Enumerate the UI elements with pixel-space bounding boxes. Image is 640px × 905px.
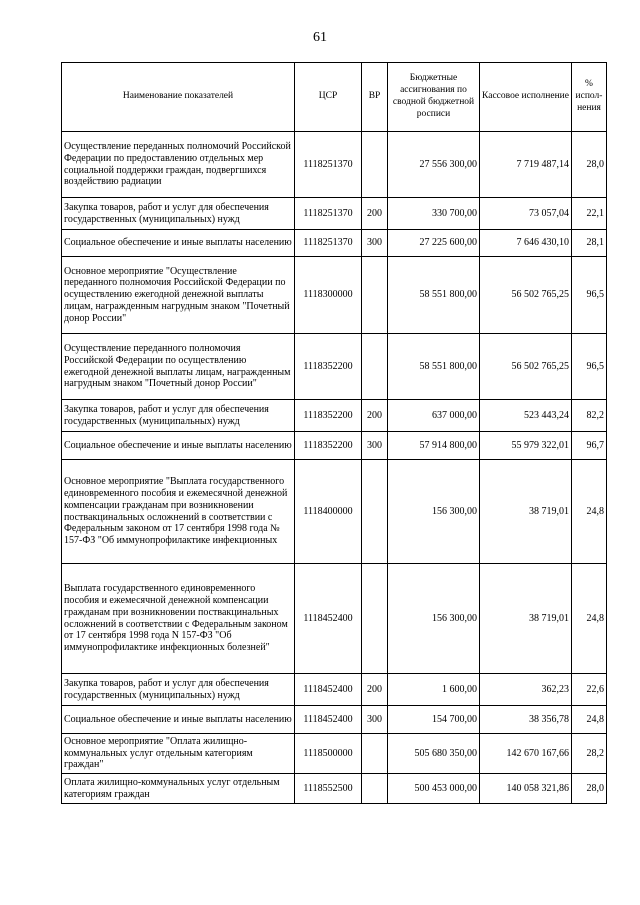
table-row <box>62 564 607 674</box>
table-row <box>62 400 607 432</box>
row-csr: 1118352200 <box>295 432 362 460</box>
row-budget: 57 914 800,00 <box>388 432 480 460</box>
row-vr: 300 <box>362 706 388 734</box>
row-vr <box>362 334 388 400</box>
table-row <box>62 132 607 198</box>
row-name: Закупка товаров, работ и услуг для обеспечения государственных (муниципальных) нужд <box>62 400 295 432</box>
row-name: Выплата государственного единовременного пособия и ежемесячной денежной компенсации гражданам при возникновении поствакцинальных осложнений в соответствии с Федеральным законом от 17 сентября 1998 года N 157-ФЗ "Об иммунопрофилактике инфекционных болезней" <box>62 564 295 674</box>
header-budget: Бюджетные ассигнования по сводной бюджетной росписи <box>388 63 480 132</box>
row-vr: 200 <box>362 400 388 432</box>
row-vr <box>362 132 388 198</box>
row-cash: 55 979 322,01 <box>480 432 572 460</box>
row-pct: 28,0 <box>572 774 607 804</box>
row-vr <box>362 257 388 334</box>
table-header-row <box>62 63 607 132</box>
table-row <box>62 460 607 564</box>
row-name: Основное мероприятие "Выплата государственного единовременного пособия и ежемесячной денежной компенсации гражданам при возникновении поствакцинальных осложнений в соответствии с Федеральным законом от 17 сентября 1998 года № 157-ФЗ "Об иммунопрофилактике инфекционных <box>62 460 295 564</box>
row-name: Основное мероприятие "Оплата жилищно-коммунальных услуг отдельным категориям граждан" <box>62 734 295 774</box>
row-cash: 142 670 167,66 <box>480 734 572 774</box>
row-budget: 156 300,00 <box>388 460 480 564</box>
row-budget: 154 700,00 <box>388 706 480 734</box>
row-cash: 140 058 321,86 <box>480 774 572 804</box>
row-vr: 200 <box>362 674 388 706</box>
row-csr: 1118452400 <box>295 564 362 674</box>
row-pct: 22,1 <box>572 198 607 230</box>
row-csr: 1118251370 <box>295 230 362 257</box>
row-vr: 300 <box>362 230 388 257</box>
row-budget: 637 000,00 <box>388 400 480 432</box>
row-pct: 28,2 <box>572 734 607 774</box>
row-budget: 156 300,00 <box>388 564 480 674</box>
row-budget: 27 556 300,00 <box>388 132 480 198</box>
table-row <box>62 334 607 400</box>
row-budget: 58 551 800,00 <box>388 257 480 334</box>
header-csr: ЦСР <box>295 63 362 132</box>
row-csr: 1118452400 <box>295 706 362 734</box>
page-number: 61 <box>313 30 327 45</box>
table-row <box>62 198 607 230</box>
row-budget: 505 680 350,00 <box>388 734 480 774</box>
row-pct: 28,0 <box>572 132 607 198</box>
row-pct: 24,8 <box>572 564 607 674</box>
row-csr: 1118500000 <box>295 734 362 774</box>
row-csr: 1118300000 <box>295 257 362 334</box>
table-row <box>62 674 607 706</box>
header-cash: Кассовое исполнение <box>480 63 572 132</box>
row-budget: 500 453 000,00 <box>388 774 480 804</box>
row-cash: 523 443,24 <box>480 400 572 432</box>
header-name: Наименование показателей <box>62 63 295 132</box>
row-pct: 24,8 <box>572 706 607 734</box>
row-vr <box>362 734 388 774</box>
row-name: Социальное обеспечение и иные выплаты населению <box>62 706 295 734</box>
row-pct: 96,5 <box>572 334 607 400</box>
row-name: Основное мероприятие "Осуществление переданного полномочия Российской Федерации по осуществлению ежегодной денежной выплаты лицам, награжденным нагрудным знаком "Почетный донор России" <box>62 257 295 334</box>
row-csr: 1118251370 <box>295 198 362 230</box>
table-row <box>62 774 607 804</box>
row-csr: 1118352200 <box>295 334 362 400</box>
row-budget: 1 600,00 <box>388 674 480 706</box>
row-budget: 27 225 600,00 <box>388 230 480 257</box>
table-row <box>62 257 607 334</box>
row-cash: 56 502 765,25 <box>480 334 572 400</box>
row-name: Социальное обеспечение и иные выплаты населению <box>62 432 295 460</box>
table-row <box>62 432 607 460</box>
header-pct: % испол-нения <box>572 63 607 132</box>
table-body <box>62 132 607 804</box>
header-vr: ВР <box>362 63 388 132</box>
row-pct: 22,6 <box>572 674 607 706</box>
row-cash: 38 356,78 <box>480 706 572 734</box>
row-name: Осуществление переданного полномочия Российской Федерации по осуществлению ежегодной денежной выплаты лицам, награжденным нагрудным знаком "Почетный донор России" <box>62 334 295 400</box>
row-cash: 38 719,01 <box>480 564 572 674</box>
row-csr: 1118251370 <box>295 132 362 198</box>
row-pct: 82,2 <box>572 400 607 432</box>
row-name: Оплата жилищно-коммунальных услуг отдельным категориям граждан <box>62 774 295 804</box>
row-pct: 24,8 <box>572 460 607 564</box>
row-cash: 73 057,04 <box>480 198 572 230</box>
row-cash: 56 502 765,25 <box>480 257 572 334</box>
row-cash: 362,23 <box>480 674 572 706</box>
row-csr: 1118352200 <box>295 400 362 432</box>
row-budget: 330 700,00 <box>388 198 480 230</box>
row-cash: 7 719 487,14 <box>480 132 572 198</box>
row-csr: 1118552500 <box>295 774 362 804</box>
row-name: Социальное обеспечение и иные выплаты населению <box>62 230 295 257</box>
budget-execution-table <box>61 62 607 804</box>
row-vr <box>362 564 388 674</box>
table-row <box>62 706 607 734</box>
row-vr <box>362 460 388 564</box>
row-pct: 28,1 <box>572 230 607 257</box>
row-csr: 1118400000 <box>295 460 362 564</box>
row-vr: 300 <box>362 432 388 460</box>
row-budget: 58 551 800,00 <box>388 334 480 400</box>
row-cash: 38 719,01 <box>480 460 572 564</box>
row-name: Закупка товаров, работ и услуг для обеспечения государственных (муниципальных) нужд <box>62 198 295 230</box>
row-cash: 7 646 430,10 <box>480 230 572 257</box>
row-pct: 96,5 <box>572 257 607 334</box>
table-row <box>62 734 607 774</box>
row-vr <box>362 774 388 804</box>
row-name: Осуществление переданных полномочий Российской Федерации по предоставлению отдельных мер социальной поддержки граждан, подвергшихся воздействию радиации <box>62 132 295 198</box>
table-row <box>62 230 607 257</box>
row-vr: 200 <box>362 198 388 230</box>
row-csr: 1118452400 <box>295 674 362 706</box>
row-pct: 96,7 <box>572 432 607 460</box>
row-name: Закупка товаров, работ и услуг для обеспечения государственных (муниципальных) нужд <box>62 674 295 706</box>
